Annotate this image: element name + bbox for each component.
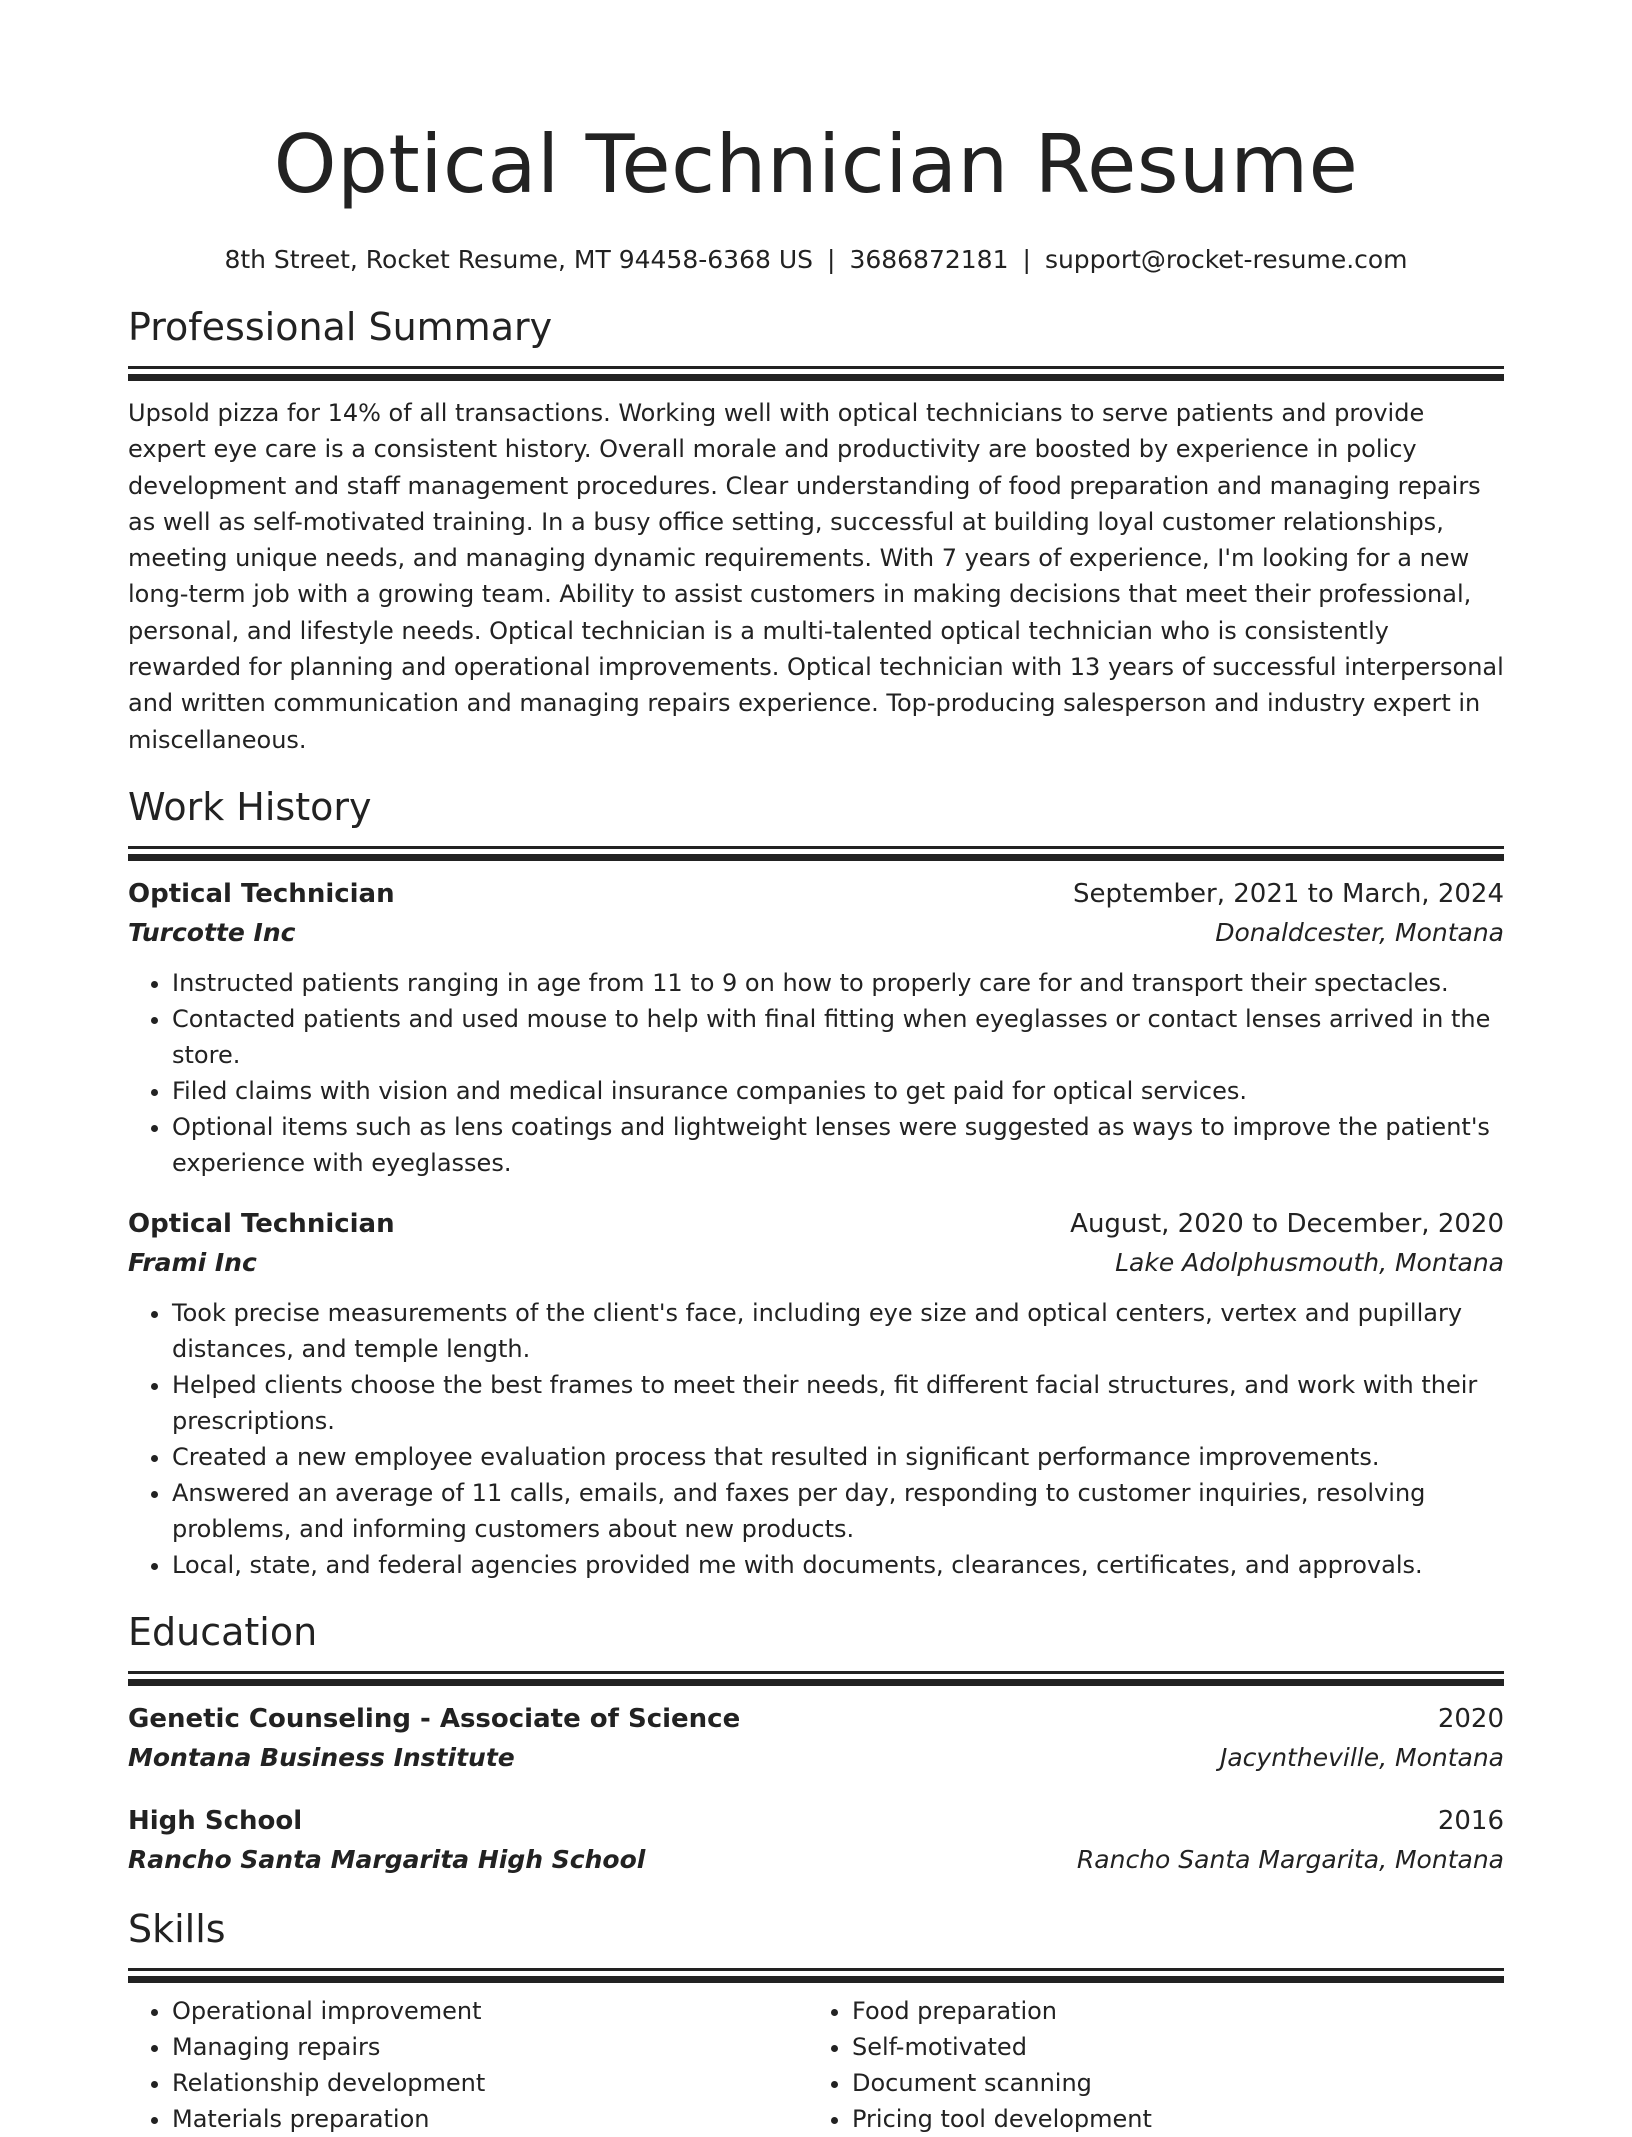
contact-email[interactable]: support@rocket-resume.com [1044,245,1408,274]
page-title: Optical Technician Resume [273,118,1359,211]
contact-line [128,242,1504,278]
job-bullet: • Optional items such as lens coatings and lightweight lenses were suggested as ways to improve the patient's experience with eyeglasses. [172,1109,1504,1181]
education-year: 2020 [1437,1703,1504,1734]
job-company: Turcotte Inc [128,917,296,947]
skill-item: • Document scanning [852,2065,1504,2101]
job-location: Donaldcester, Montana [1215,917,1504,947]
education-section [128,1607,1504,1880]
education-degree: High School [128,1805,303,1836]
section-divider-thick [128,1679,1504,1686]
summary-heading: Professional Summary [128,305,553,349]
job-company: Frami Inc [128,1247,257,1277]
skill-item: • Self-motivated [852,2029,1504,2065]
skill-item: • Pricing tool development [852,2101,1504,2137]
education-entry [128,1802,1504,1880]
job-bullet: • Helped clients choose the best frames to meet their needs, fit different facial structures, and work with their prescriptions. [172,1367,1504,1439]
skill-item: • Materials preparation [172,2101,808,2137]
skill-item: • Food preparation [852,1993,1504,2029]
job-entry [128,1205,1504,1583]
job-dates: August, 2020 to December, 2020 [1070,1208,1504,1239]
skills-list [128,1993,1504,2137]
section-divider [128,1671,1504,1674]
education-heading: Education [128,1609,318,1654]
contact-separator: | [827,245,836,274]
job-entry [128,875,1504,1181]
contact-phone: 3686872181 [849,245,1009,274]
section-divider [128,1968,1504,1971]
skills-heading: Skills [128,1906,226,1951]
contact-separator: | [1022,245,1031,274]
job-bullets [128,1295,1504,1583]
section-divider [128,366,1504,369]
section-divider-thick [128,374,1504,381]
summary-text: Upsold pizza for 14% of all transactions. Working well with optical technicians to serve patients and provide expert eye care is a consistent history. Overall morale and productivity are boosted by experience in policy development and staff management procedures. Clear understanding of food preparation and managing repairs as well as self-motivated training. In a busy office setting, successful at building loyal customer relationships, meeting unique needs, and managing dynamic requirements. With 7 years of experience, I'm looking for a new long-term job with a growing team. Ability to assist customers in making decisions that meet their professional, personal, and lifestyle needs. Optical technician is a multi-talented optical technician who is consistently rewarded for planning and operational improvements. Optical technician with 13 years of successful interpersonal and written communication and managing repairs experience. Top-producing salesperson and industry expert in miscellaneous. [128,399,1504,754]
section-divider [128,846,1504,849]
skill-item: • Managing repairs [172,2029,808,2065]
job-bullet: • Contacted patients and used mouse to help with final fitting when eyeglasses or contact lenses arrived in the store. [172,1001,1504,1073]
education-location: Rancho Santa Margarita, Montana [1076,1844,1504,1874]
education-location: Jacyntheville, Montana [1219,1742,1504,1772]
work-history-section [128,782,1504,1583]
skill-item: • Relationship development [172,2065,808,2101]
education-entry [128,1700,1504,1778]
job-dates: September, 2021 to March, 2024 [1073,878,1504,909]
summary-section [128,302,1504,758]
job-bullet: • Created a new employee evaluation process that resulted in significant performance improvements. [172,1439,1504,1475]
section-divider-thick [128,1976,1504,1983]
job-bullet: • Instructed patients ranging in age from 11 to 9 on how to properly care for and transport their spectacles. [172,965,1504,1001]
skills-column-left [128,1993,808,2137]
work-history-heading: Work History [128,784,372,829]
skills-column-right [808,1993,1504,2137]
job-title: Optical Technician [128,1208,395,1239]
contact-address: 8th Street, Rocket Resume, MT 94458-6368 US [224,245,813,274]
job-bullet: • Local, state, and federal agencies provided me with documents, clearances, certificates, and approvals. [172,1547,1504,1583]
job-location: Lake Adolphusmouth, Montana [1115,1247,1504,1277]
job-bullet: • Took precise measurements of the client's face, including eye size and optical centers, vertex and pupillary distances, and temple length. [172,1295,1504,1367]
job-bullets [128,965,1504,1181]
education-school: Montana Business Institute [128,1742,515,1772]
skills-section [128,1904,1504,2137]
education-degree: Genetic Counseling - Associate of Science [128,1703,741,1734]
job-title: Optical Technician [128,878,395,909]
skill-item: • Operational improvement [172,1993,808,2029]
education-school: Rancho Santa Margarita High School [128,1844,646,1874]
education-year: 2016 [1437,1805,1504,1836]
job-bullet: • Answered an average of 11 calls, emails, and faxes per day, responding to customer inquiries, resolving problems, and informing customers about new products. [172,1475,1504,1547]
section-divider-thick [128,854,1504,861]
resume-page [128,110,1504,2137]
job-bullet: • Filed claims with vision and medical insurance companies to get paid for optical services. [172,1073,1504,1109]
